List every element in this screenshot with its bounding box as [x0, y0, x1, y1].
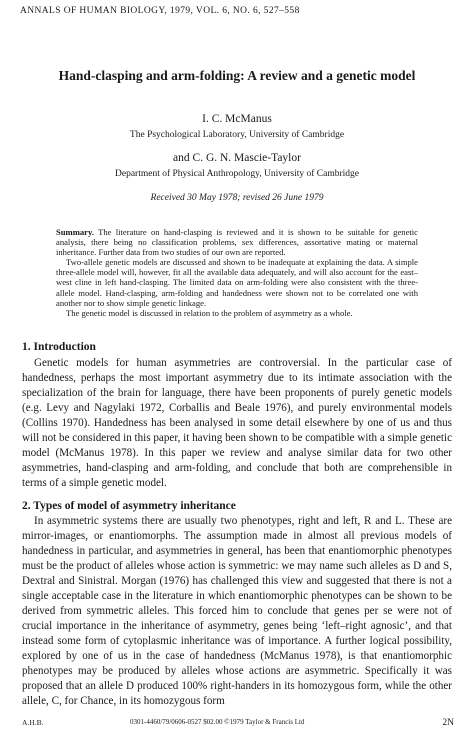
summary-paragraph-3: The genetic model is discussed in relation to the problem of asymmetry as a whole.: [66, 307, 353, 318]
section-2-paragraph: In asymmetric systems there are usually two phenotypes, right and left, R and L. These are mirror-images, or enantiomorphs. The assumption made in almost all previous models of handedness in particular, and asymmetries in general, has been that enantiomorphic phenotypes must be the product of alleles whose action is symmetric: we may name such alleles as D and S, Dextral and Sinistral. Morgan (1976) has challenged this view and suggested that there is not a single acceptable case in the literature in which enantiomorphic phenotypes can be shown to be derived from symmetric alleles. This forced him to conclude that genes per se were not of crucial importance in the inheritance of asymmetry, genes being ‘left–right agnosic’, and that instead some form of cytoplasmic inheritance was of importance. A further logical possibility, explored by one of us in the case of handedness (McManus 1978), is that enantiomorphic phenotypes may be produced by alleles whose actions are asymmetric. Specifically it was proposed that an allele D produced 100% right-handers in its homozygous form, while the other allele, C, for Chance, in its homozygous form: [22, 515, 452, 707]
summary-paragraph-2: Two-allele genetic models are discussed and shown to be inadequate at explaining the data. A simple three-allele model will, however, fit all the available data adequately, and will also account for the east–west cline in left hand-clasping. The limited data on arm-folding were also consistent with the three-allele model. Hand-clasping, arm-folding and handedness were shown not to be correlated one with another nor to show simple genetic linkage.: [56, 257, 418, 308]
section-2-body: [22, 514, 452, 709]
footer-journal-abbrev: A.H.B.: [22, 718, 44, 727]
section-1-body: [22, 356, 452, 491]
author-1: I. C. McManus: [202, 113, 272, 125]
affiliation-1: The Psychological Laboratory, University of Cambridge: [129, 130, 345, 140]
summary-paragraph-1: Summary. The literature on hand-clasping is reviewed and it is shown to be suitable for genetic analysis, there being no classification problems, sex differences, assortative mating or maternal inheritance. Further data from two studies of our own are reported.: [56, 227, 418, 258]
received-date: Received 30 May 1978; revised 26 June 1979: [150, 193, 324, 203]
affiliation-2: Department of Physical Anthropology, University of Cambridge: [115, 169, 359, 179]
running-head: ANNALS OF HUMAN BIOLOGY, 1979, VOL. 6, NO. 6, 527–558: [20, 6, 300, 16]
author-2: and C. G. N. Mascie-Taylor: [173, 152, 301, 164]
footer-signature-mark: 2N: [442, 718, 454, 728]
section-2-heading: 2. Types of model of asymmetry inheritance: [22, 500, 236, 512]
section-1-paragraph: Genetic models for human asymmetries are controversial. In the particular case of handedness, perhaps the most important asymmetry due to its intimate association with the specialization of the brain for language, there have been proponents of purely genetic models (e.g. Levy and Nagylaki 1972, Corballis and Beale 1976), and purely environmental models (Collins 1970). Handedness has been analysed in some detail elsewhere by one of us and thus will not be considered in this paper, it having been shown to be compatible with a simple genetic model (McManus 1978). In this paper we review and analyse similar data for two other asymmetries, hand-clasping and arm-folding, and conclude that both are comprehensible in terms of a simple genetic model.: [22, 357, 452, 489]
section-1-heading: 1. Introduction: [22, 341, 96, 353]
summary-block: [56, 227, 418, 318]
footer-copyright: 0301-4460/79/0606-0527 $02.00 ©1979 Taylor & Francis Ltd: [130, 718, 305, 726]
paper-title: Hand-clasping and arm-folding: A review and a genetic model: [58, 68, 416, 83]
summary-label: Summary.: [56, 227, 94, 237]
